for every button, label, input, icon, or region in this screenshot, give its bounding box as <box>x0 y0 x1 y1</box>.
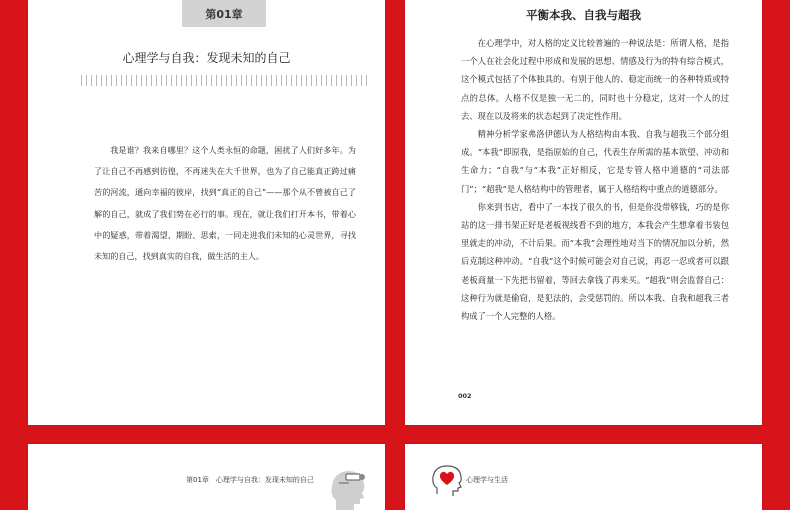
body-paragraph: 精神分析学家弗洛伊德认为人格结构由本我、自我与超我三个部分组成。“本我”即原我，是指原始的自己，代表生存所需的基本欲望、冲动和生命力；“自我”与“本我”正好相反，它是专管人格中道德的“司法部门”；“超我”是人格结构中的管理者，属于人格结构中重点的道德部分。 <box>461 129 729 194</box>
running-footer-chapter: 第01章 心理学与自我：发现未知的自己 <box>186 476 314 484</box>
section-title: 平衡本我、自我与超我 <box>526 8 641 22</box>
decorative-hatch-divider <box>81 75 371 86</box>
left-footer-page <box>28 444 385 510</box>
head-profile-icon <box>328 466 368 510</box>
body-paragraph: 你来到书店，看中了一本找了很久的书，但是你没带够钱，巧的是你站的这一排书架正好是老板视线看不到的地方，本我会产生想拿着书装包里就走的冲动，不计后果。而“本我”会理性地对当下的情况加以分析，然后克制这种冲动。“自我”这个时候可能会对自己说，再忍一忍或者可以跟老板商量一下先把书留着，等回去拿钱了再来买。“超我”则会监督自己：这种行为就是偷窃，是犯法的，会受惩罚的。所以本我、自我和超我三者构成了一个人完整的人格。 <box>461 201 729 322</box>
chapter-title: 心理学与自我：发现未知的自己 <box>122 51 291 65</box>
chapter-intro-text: 我是谁？我来自哪里？这个人类永恒的命题，困扰了人们好多年。为了让自己不再感到彷徨，不再迷失在大千世界，也为了自己能真正跨过痛苦的河流，通向幸福的彼岸，找到“真正的自己”——那个从不曾被自己了解的自己，就成了我们势在必行的事。现在，就让我们打开本书，带着心中的疑惑，带着渴望、期盼、思索，一同走进我们未知的心灵世界，寻找未知的自己，找到真实的自我，做生活的主人。 <box>94 145 356 262</box>
chapter-tab: 第01章 <box>182 0 266 27</box>
heart-head-icon <box>431 464 465 496</box>
page-number: 002 <box>458 392 472 400</box>
right-page <box>405 0 762 425</box>
body-paragraph: 在心理学中，对人格的定义比较普遍的一种说法是：所谓人格，是指一个人在社会化过程中形成和发展的思想、情感及行为的特有综合模式，这个模式包括了个体独具的、有别于他人的、稳定而统一的各种特质或特点的总体。人格不仅是独一无二的，同时也十分稳定，这对一个人的过去、现在以及将来的状态起到了决定性作用。 <box>461 38 729 121</box>
left-page <box>28 0 385 425</box>
section-body <box>461 34 729 325</box>
right-footer-page <box>405 444 762 510</box>
running-footer-book-title: 心理学与生活 <box>466 476 508 484</box>
